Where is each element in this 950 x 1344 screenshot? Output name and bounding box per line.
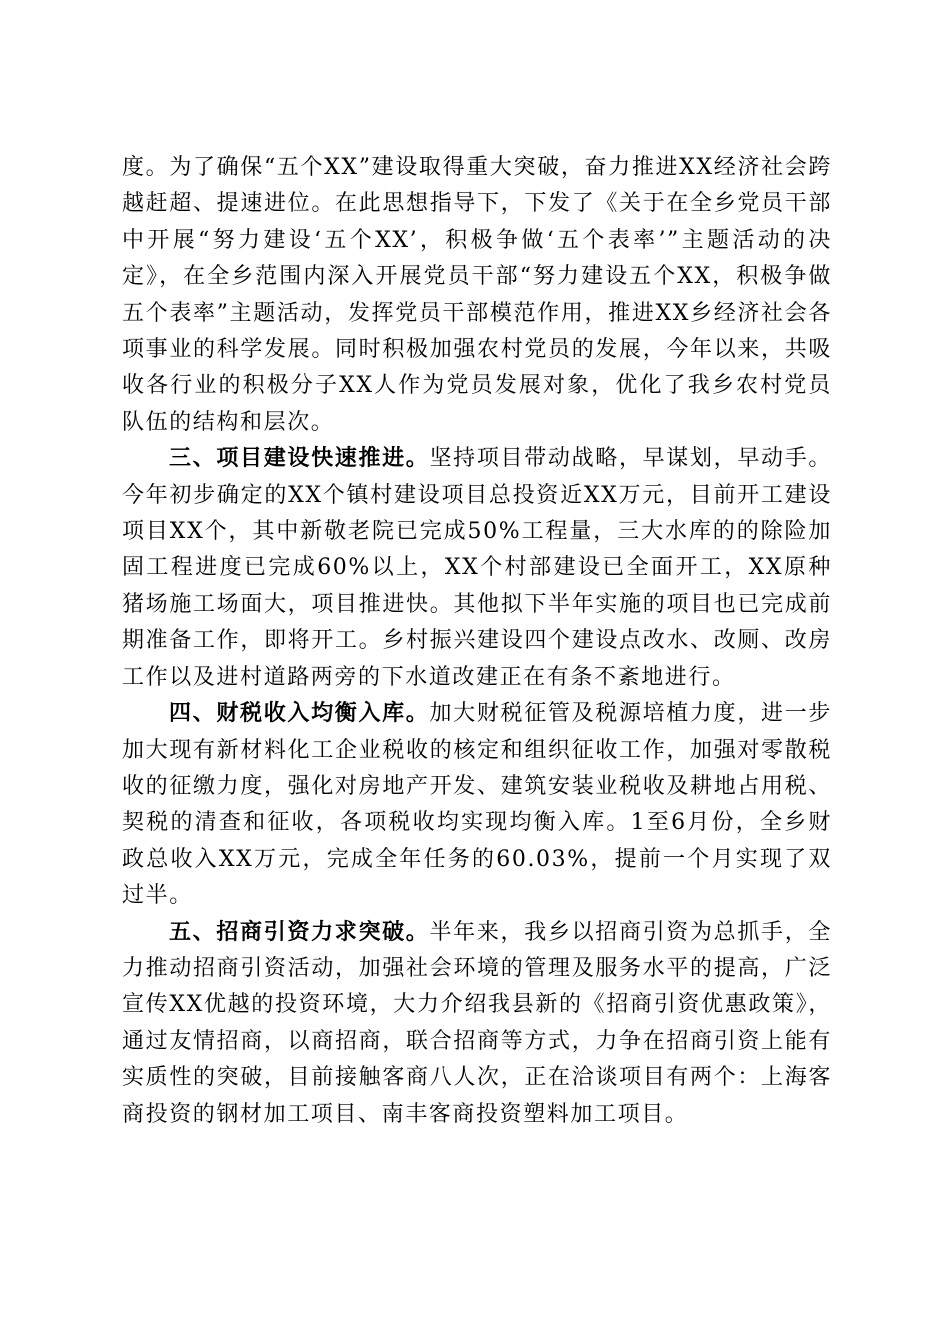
paragraph-investment-promotion <box>122 915 832 1133</box>
paragraph-heading: 三、项目建设快速推进。 <box>169 446 430 472</box>
paragraph-text: 坚持项目带动战略，早谋划，早动手。今年初步确定的XX个镇村建设项目总投资近XX万元，目前开工建设项目XX个，其中新敬老院已完成50%工程量，三大水库的的除险加固工程进度已完成60%以上，XX个村部建设已全面开工，XX原种猪场施工场面大，项目推进快。其他拟下半年实施的项目也已完成前期准备工作，即将开工。乡村振兴建设四个建设点改水、改厕、改房工作以及进村道路两旁的下水道改建正在有条不紊地进行。 <box>122 446 832 690</box>
paragraph-heading: 四、财税收入均衡入库。 <box>169 701 430 727</box>
paragraph-continuation <box>122 150 832 441</box>
paragraph-project-construction <box>122 441 832 696</box>
paragraph-text: 加大财税征管及税源培植力度，进一步加大现有新材料化工企业税收的核定和组织征收工作，加强对零散税收的征缴力度，强化对房地产开发、建筑安装业税收及耕地占用税、契税的清查和征收，各项税收均实现均衡入库。1至6月份，全乡财政总收入XX万元，完成全年任务的60.03%，提前一个月实现了双过半。 <box>122 701 832 909</box>
paragraph-text: 半年来，我乡以招商引资为总抓手，全力推动招商引资活动，加强社会环境的管理及服务水平的提高，广泛宣传XX优越的投资环境，大力介绍我县新的《招商引资优惠政策》，通过友情招商，以商招商，联合招商等方式，力争在招商引资上能有实质性的突破，目前接触客商八人次，正在洽谈项目有两个：上海客商投资的钢材加工项目、南丰客商投资塑料加工项目。 <box>122 919 832 1127</box>
paragraph-heading: 五、招商引资力求突破。 <box>169 919 430 945</box>
paragraph-text: 度。为了确保“五个XX”建设取得重大突破，奋力推进XX经济社会跨越赶超、提速进位。在此思想指导下，下发了《关于在全乡党员干部中开展“努力建设‘五个XX’，积极争做‘五个表率’”主题活动的决定》，在全乡范围内深入开展党员干部“努力建设五个XX，积极争做五个表率”主题活动，发挥党员干部模范作用，推进XX乡经济社会各项事业的科学发展。同时积极加强农村党员的发展，今年以来，共吸收各行业的积极分子XX人作为党员发展对象，优化了我乡农村党员队伍的结构和层次。 <box>122 155 832 435</box>
document-body <box>122 150 832 1133</box>
paragraph-fiscal-revenue <box>122 696 832 914</box>
